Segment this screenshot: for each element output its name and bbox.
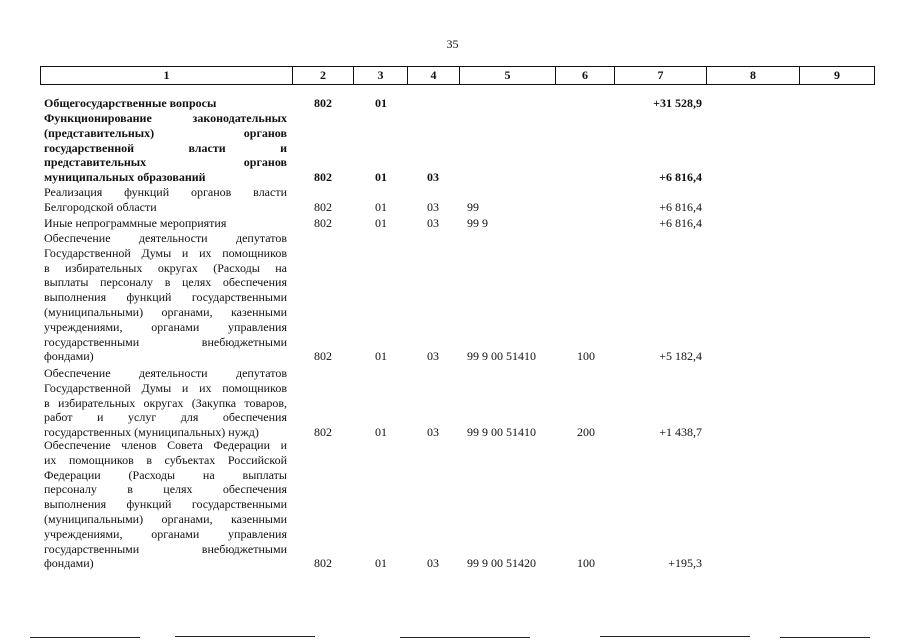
description-line: Государственной Думы и их помощников: [44, 245, 287, 260]
description-line: персоналу в целях обеспечения: [44, 482, 287, 497]
cell-col-7: +6 816,4: [659, 170, 702, 185]
cell-col-5: 99 9 00 51420: [467, 556, 536, 571]
description-line: Обеспечение деятельности депутатов: [44, 366, 287, 380]
scan-artifact: [175, 636, 315, 637]
description-line: Реализация функций органов власти: [44, 185, 287, 199]
scan-artifact: [400, 637, 530, 638]
cell-col-6: 200: [577, 425, 595, 440]
column-header-4: 4: [408, 67, 460, 85]
description-line: Иные непрограммные мероприятия: [44, 216, 227, 230]
description-line: представительных органов: [44, 155, 287, 170]
description-line: Государственной Думы и их помощников: [44, 380, 287, 395]
cell-col-2: 802: [314, 425, 332, 440]
description-line: учреждениями, органами управления: [44, 319, 287, 334]
cell-col-2: 802: [314, 96, 332, 110]
cell-col-4: 03: [427, 349, 439, 364]
description-line: муниципальных образований: [44, 170, 206, 185]
table-row: [0, 216, 905, 231]
cell-col-3: 01: [375, 556, 387, 571]
column-header-5: 5: [460, 67, 556, 85]
table-row: [0, 111, 905, 185]
row-description: [44, 216, 287, 231]
cell-col-2: 802: [314, 349, 332, 364]
description-line: в избирательных округах (Закупка товаров,: [44, 395, 287, 410]
column-header-7: 7: [615, 67, 707, 85]
description-line: фондами): [44, 349, 94, 364]
cell-col-7: +6 816,4: [659, 216, 702, 230]
cell-col-6: 100: [577, 556, 595, 571]
description-line: Обеспечение деятельности депутатов: [44, 231, 287, 245]
cell-col-5: 99 9: [467, 216, 488, 230]
column-header-6: 6: [556, 67, 615, 85]
description-line: Обеспечение членов Совета Федерации и: [44, 438, 287, 452]
description-line: государственной власти и: [44, 140, 287, 155]
description-line: Федерации (Расходы на выплаты: [44, 467, 287, 482]
table-row: [0, 231, 905, 364]
description-line: (представительных) органов: [44, 125, 287, 140]
description-line: (муниципальными) органами, казенными: [44, 511, 287, 526]
description-line: государственными внебюджетными: [44, 334, 287, 349]
description-line: Общегосударственные вопросы: [44, 96, 217, 110]
description-line: выплаты персоналу в целях обеспечения: [44, 275, 287, 290]
row-description: [44, 96, 287, 111]
cell-col-3: 01: [375, 96, 387, 110]
cell-col-5: 99: [467, 199, 479, 214]
column-header-8: 8: [707, 67, 800, 85]
scan-artifact: [600, 636, 750, 637]
scan-artifact: [780, 637, 870, 638]
cell-col-3: 01: [375, 425, 387, 440]
cell-col-3: 01: [375, 199, 387, 214]
page-number: 35: [446, 37, 459, 51]
cell-col-3: 01: [375, 349, 387, 364]
column-header-2: 2: [293, 67, 354, 85]
cell-col-3: 01: [375, 216, 387, 230]
table-row: [0, 438, 905, 571]
cell-col-7: +195,3: [668, 556, 702, 571]
cell-col-2: 802: [314, 216, 332, 230]
cell-col-6: 100: [577, 349, 595, 364]
description-line: государственных (муниципальных) нужд): [44, 425, 259, 440]
cell-col-5: 99 9 00 51410: [467, 425, 536, 440]
column-header-9: 9: [800, 67, 875, 85]
description-line: выполнения функций государственными: [44, 497, 287, 512]
description-line: Белгородской области: [44, 199, 157, 214]
cell-col-7: +31 528,9: [653, 96, 702, 110]
row-description: [44, 111, 287, 185]
description-line: работ и услуг для обеспечения: [44, 410, 287, 425]
cell-col-2: 802: [314, 556, 332, 571]
row-description: [44, 366, 287, 440]
cell-col-4: 03: [427, 425, 439, 440]
table-row: [0, 185, 905, 215]
cell-col-5: 99 9 00 51410: [467, 349, 536, 364]
cell-col-3: 01: [375, 170, 387, 185]
row-description: [44, 231, 287, 364]
description-line: (муниципальными) органами, казенными: [44, 304, 287, 319]
cell-col-2: 802: [314, 170, 332, 185]
description-line: учреждениями, органами управления: [44, 526, 287, 541]
cell-col-4: 03: [427, 170, 439, 185]
description-line: Функционирование законодательных: [44, 111, 287, 125]
description-line: в избирательных округах (Расходы на: [44, 260, 287, 275]
description-line: государственными внебюджетными: [44, 541, 287, 556]
row-description: [44, 185, 287, 215]
column-header-row: [41, 67, 875, 85]
table-row: [0, 96, 905, 111]
cell-col-4: 03: [427, 216, 439, 230]
cell-col-4: 03: [427, 556, 439, 571]
column-header-1: 1: [41, 67, 293, 85]
row-description: [44, 438, 287, 571]
cell-col-2: 802: [314, 199, 332, 214]
scan-artifact: [30, 637, 140, 638]
column-header-3: 3: [354, 67, 408, 85]
cell-col-7: +6 816,4: [659, 199, 702, 214]
description-line: фондами): [44, 556, 94, 571]
description-line: их помощников в субъектах Российской: [44, 452, 287, 467]
table-row: [0, 366, 905, 440]
cell-col-7: +1 438,7: [659, 425, 702, 440]
cell-col-7: +5 182,4: [659, 349, 702, 364]
column-header-table: [40, 66, 875, 85]
cell-col-4: 03: [427, 199, 439, 214]
description-line: выполнения функций государственными: [44, 290, 287, 305]
